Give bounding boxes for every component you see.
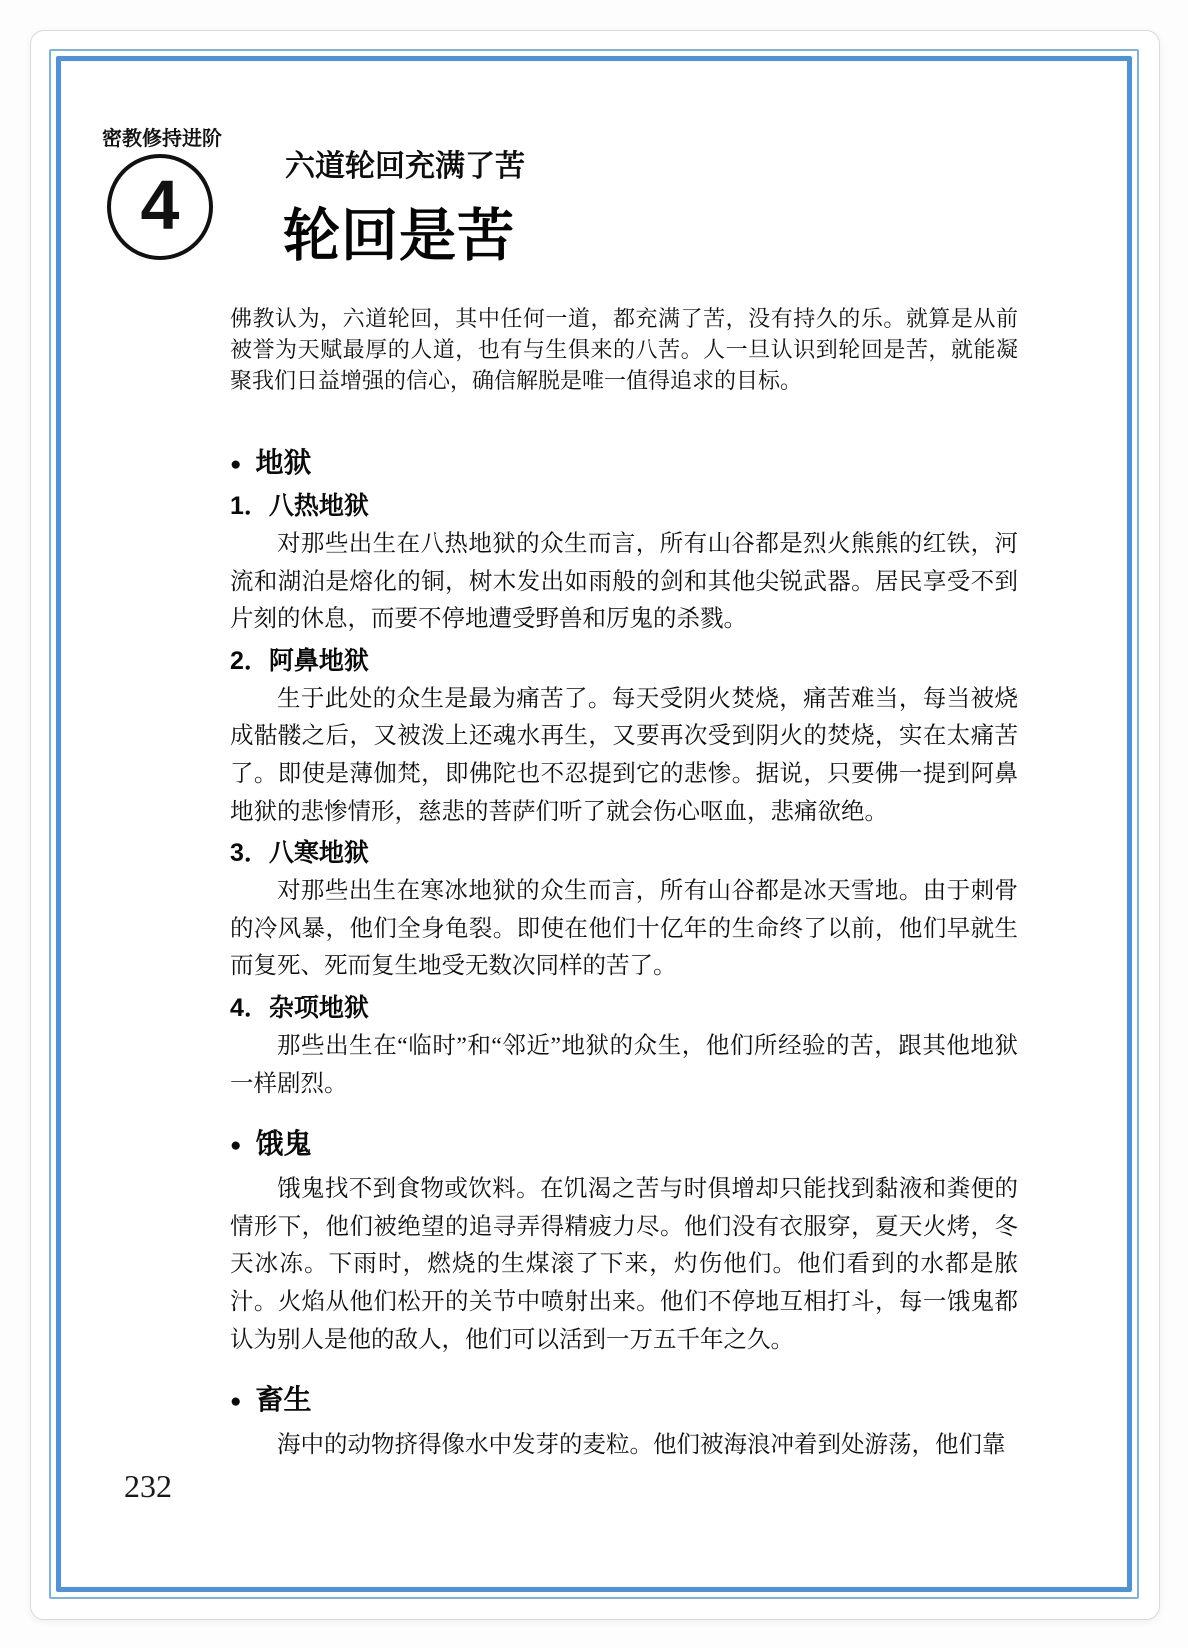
- subsection-body-cold-hells: 对那些出生在寒冰地狱的众生而言，所有山谷都是冰天雪地。由于刺骨的冷风暴，他们全身龟裂。即使在他们十亿年的生命终了以前，他们早就生而复死、死而复生地受无数次同样的苦了。: [230, 878, 1018, 980]
- section-header-hell: [230, 446, 1018, 480]
- text-column: [230, 303, 1018, 1469]
- section-header-label: 畜生: [255, 1384, 312, 1416]
- chapter-title: 轮回是苦: [283, 204, 515, 268]
- section-header-hungry-ghosts: [230, 1127, 1018, 1161]
- subsection-body-avici-hell: 生于此处的众生是最为痛苦了。每天受阴火焚烧，痛苦难当，每当被烧成骷髅之后，又被泼上还魂水再生，又要再次受到阴火的焚烧，实在太痛苦了。即使是薄伽梵，即佛陀也不忍提到它的悲惨。据说，只要佛一提到阿鼻地狱的悲惨情形，慈悲的菩萨们听了就会伤心呕血，悲痛欲绝。: [230, 685, 1018, 825]
- hungry-ghosts-paragraph: 饿鬼找不到食物或饮料。在饥渴之苦与时俱增却只能找到黏液和粪便的情形下，他们被绝望的追寻弄得精疲力尽。他们没有衣服穿，夏天火烤，冬天冰冻。下雨时，燃烧的生煤滚了下来，灼伤他们。他们看到的水都是脓汁。火焰从他们松开的关节中喷射出来。他们不停地互相打斗，每一饿鬼都认为别人是他的敌人，他们可以活到一万五千年之久。: [230, 1176, 1018, 1353]
- section-bullet-icon: ●: [230, 453, 242, 475]
- chapter-number-badge: [107, 154, 213, 260]
- section-header-label: 饿鬼: [255, 1128, 312, 1160]
- section-bullet-icon: ●: [230, 1390, 242, 1412]
- chapter-subtitle: 六道轮回充满了苦: [285, 150, 525, 183]
- subsection-body-misc-hells: 那些出生在“临时”和“邻近”地狱的众生，他们所经验的苦，跟其他地狱一样剧烈。: [230, 1032, 1018, 1097]
- subsection-label-misc-hells: 4．杂项地狱: [230, 993, 369, 1022]
- intro-paragraph: 佛教认为，六道轮回，其中任何一道，都充满了苦，没有持久的乐。就算是从前被誉为天赋最厚的人道，也有与生俱来的八苦。人一旦认识到轮回是苦，就能凝聚我们日益增强的信心，确信解脱是唯一值得追求的目标。: [230, 306, 1018, 393]
- animals-paragraph: 海中的动物挤得像水中发芽的麦粒。他们被海浪冲着到处游荡，他们靠: [277, 1432, 1006, 1459]
- subsection-label-avici-hell: 2．阿鼻地狱: [230, 646, 369, 675]
- section-header-animals: [230, 1383, 1018, 1417]
- subsection-label-cold-hells: 3．八寒地狱: [230, 839, 369, 868]
- series-label: 密教修持进阶: [102, 128, 222, 150]
- section-bullet-icon: ●: [230, 1134, 242, 1156]
- page-number: 232: [124, 1468, 172, 1504]
- subsection-body-hot-hells: 对那些出生在八热地狱的众生而言，所有山谷都是烈火熊熊的红铁，河流和湖泊是熔化的铜，树木发出如雨般的剑和其他尖锐武器。居民享受不到片刻的休息，而要不停地遭受野兽和厉鬼的杀戮。: [230, 531, 1018, 633]
- chapter-number: 4: [140, 166, 180, 244]
- section-header-label: 地狱: [255, 447, 312, 478]
- subsection-label-hot-hells: 1．八热地狱: [230, 492, 369, 520]
